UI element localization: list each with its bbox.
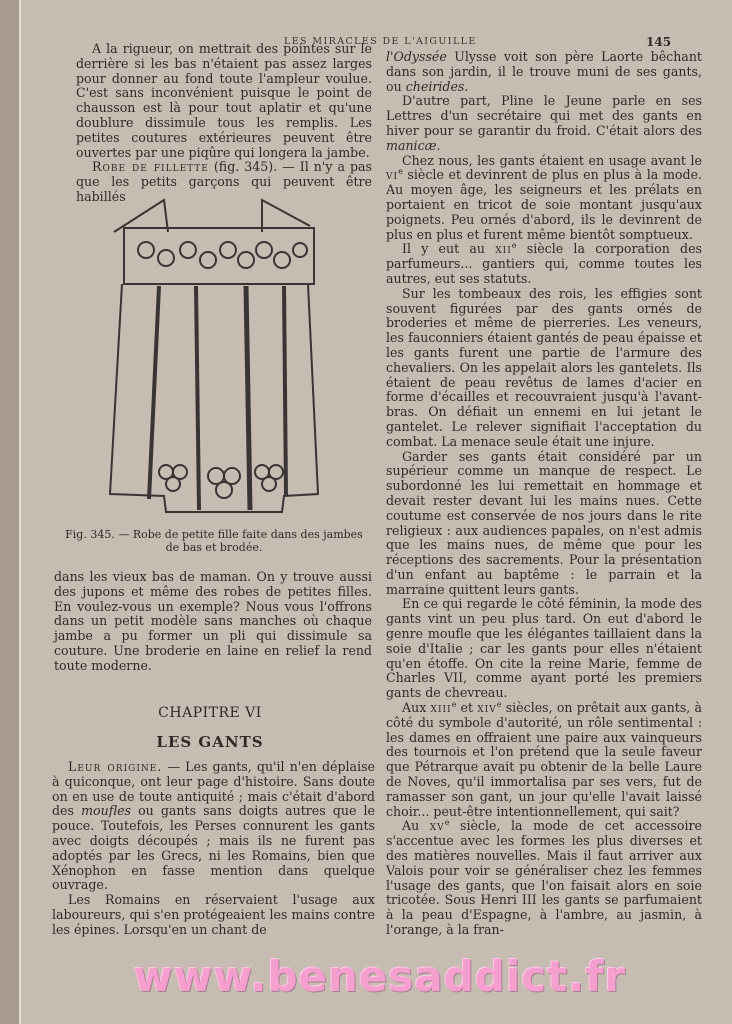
cheirides-term: cheirides. [405, 78, 469, 94]
paragraph-pline [386, 94, 702, 153]
century: xiv [477, 700, 497, 716]
odyssee-text: Ulysse voit son père Laorte bêchant dans son jardin, il le trouve muni de ses gants, ou [386, 49, 702, 94]
paragraph-xv: Au $xv^e$ siècle, la mode de cet accessoire s'accentue avec les formes les plus diverses et des matières nouvelles. Mais il faut arriver aux Valois pour voir se généraliser chez les femmes l'usage des gants, que l'on faisait alors en soie tricotée. Sous Henri III les gants se parfumaient à la peau d'Espagne, à l'ambre, au jasmin, à l'orange, à la fran- [386, 818, 702, 938]
page-gutter [0, 0, 20, 1024]
page-number: 145 [646, 35, 672, 49]
text: siècle, la mode de cet accessoire s'accentue avec les formes les plus diverses et des matières nouvelles. Mais il faut arriver aux Valois pour voir se généraliser chez les femmes l'usage des gants, que l'on faisait alors en soie tricotée. Sous Henri III les gants se parfumaient à la peau d'Espagne, à l'ambre, au jasmin, à l'orange, à la fran- [386, 818, 702, 938]
text: siècles, on prêtait aux gants, à côté du symbole d'autorité, un rôle sentimental : les dames en offraient une paire aux vainqueurs des tournois et l'on prétend que la seule faveur que Pétrarque avait pu obtenir de la belle Laure de Noves, qu'il immortalisa par ses vers, fut de ramasser son gant, un jour qu'elle l'avait laissé choir... peut-être intentionnellement, qui sait? [386, 700, 702, 819]
odyssee-title: l'Odyssée [386, 49, 447, 64]
text: siècle la corporation des parfumeurs... gantiers qui, comme toutes les autres, eut ses statuts. [386, 241, 702, 286]
text: Il y eut au [402, 241, 496, 257]
pleat-4 [284, 286, 286, 496]
paragraph-romains: Les Romains en réservaient l'usage aux laboureurs, qui s'en protégeaient les mains contre les épines. Lorsqu'en un chant de [52, 892, 375, 937]
moufles-term: moufles [81, 803, 132, 819]
paragraph-odyssee [386, 50, 702, 94]
text: Au [402, 818, 430, 834]
paragraph-origin [52, 760, 375, 893]
century: xiii [430, 700, 452, 716]
paragraph-corporation: Il y eut au xii$^e$ siècle la corporation des parfumeurs... gantiers qui, comme toutes les autres, eut ses statuts. [386, 241, 702, 286]
origin-heading: Leur origine. [68, 759, 163, 774]
text: et [456, 700, 478, 716]
paragraph-feminin: En ce qui regarde le côté féminin, la mode des gants vint un peu plus tard. On eut d'abord le genre moufle que les élégantes taillaient dans la soie d'Italie ; car les gants pour elles n'étaient qu'en étoffe. On cite la reine Marie, femme de Charles VII, comme ayant porté les premiers gants de chevreau. [386, 596, 702, 701]
pleat-3 [246, 286, 250, 510]
origin-text-cont: ou gants sans doigts autres que le pouce. Toutefois, les Perses connurent les gants avec doigts découpés ; mais ils ne furent pas adoptés par les Grecs, ni les Romains, bien que Xénophon en fasse mention dans quelque ouvrage. [52, 803, 375, 893]
left-column-bottom [52, 760, 375, 938]
skirt-embroidery [159, 465, 283, 498]
left-column-middle [54, 570, 372, 674]
text: siècle et devinrent de plus en plus à la mode. Au moyen âge, les seigneurs et les prélats en portaient en tricot de soie montant jusqu'aux poignets. Peu ornés d'abord, ils le devinrent de plus en plus et furent même bientôt somptueux. [386, 167, 702, 242]
pleat-1 [149, 286, 159, 499]
manicae-term: manicæ. [386, 137, 441, 153]
paragraph: A la rigueur, on mettrait des pointes sur le derrière si les bas n'étaient pas assez larges pour donner au fond toute l'ampleur voulue. C'est sans inconvénient puisque le point de chausson est là pour tout aplatir et qu'une doublure dissimule tous les remplis. Les petites coutures extérieures peuvent être ouvertes par une piqûre qui longera la jambe. [76, 41, 372, 160]
paragraph: dans les vieux bas de maman. On y trouve aussi des jupons et même des robes de petites filles. En voulez-vous un exemple? Nous vous l'offrons dans un petit modèle sans manches où chaque jambe a pu former un pli qui dissimule sa couture. Une broderie en laine en relief la rend toute moderne. [54, 569, 372, 673]
figure-caption-text: — Robe de petite fille faite dans des jambes de bas et brodée. [114, 528, 363, 554]
bodice-embroidery [138, 242, 307, 268]
text: Chez nous, les gants étaient en usage avant le [402, 152, 702, 168]
paragraph-tombeaux: Sur les tombeaux des rois, les effigies sont souvent figurées par des gants ornés de broderies et même de pierreries. Les veneurs, les fauconniers étaient gantés de peau épaisse et les gants furent une partie de l'armure des chevaliers. On les appelait alors les gantelets. Ils étaient de peau revêtus de lames d'acier en forme d'écailles et recouvraient jusqu'à l'avant-bras. On défiait un ennemi en lui jetant le gantelet. Le relever signifiait l'acceptation du combat. La menace seule était une injure. [386, 285, 702, 449]
chapter-number: CHAPITRE VI [158, 705, 262, 721]
pleat-2 [196, 286, 199, 510]
right-column [386, 50, 702, 938]
left-column-top [76, 42, 372, 205]
paragraph-siecles: Aux xiii$^e$ et xiv$^e$ siècles, on prêtait aux gants, à côté du symbole d'autorité, un rôle sentimental : les dames en offraient une paire aux vainqueurs des tournois et l'on prétend que la seule faveur que Pétrarque avait pu obtenir de la belle Laure de Noves, qu'il immortalisa par ses vers, fut de ramasser son gant, un jour qu'elle l'avait laissé choir... peut-être intentionnellement, qui sait? [386, 699, 702, 819]
text: Aux [402, 700, 431, 716]
pline-text: D'autre part, Pline le Jeune parle en ses Lettres d'un secrétaire qui met des gants en hiver pour se garantir du froid. C'était alors des [386, 93, 702, 138]
robe-text: (fig. 345). — Il n'y a pas que les petits garçons qui peuvent être habillés [76, 159, 372, 204]
watermark: www.benesaddict.fr [133, 952, 627, 1001]
running-head: LES MIRACLES DE L'AIGUILLE [284, 36, 477, 47]
paragraph-chez-nous: Chez nous, les gants étaient en usage avant le $vi^e$ siècle et devinrent de plus en plus à la mode. Au moyen âge, les seigneurs et les prélats en portaient en tricot de soie montant jusqu'aux poignets. Peu ornés d'abord, ils le devinrent de plus en plus et furent même bientôt somptueux. [386, 152, 702, 242]
century: vi [386, 167, 399, 183]
chapter-title: LES GANTS [156, 733, 264, 751]
figure-caption [60, 528, 368, 554]
figure-caption-label: Fig. 345. [65, 528, 115, 541]
century: xii [495, 241, 512, 257]
dress-illustration [104, 194, 326, 522]
origin-text: — Les gants, qu'il n'en déplaise à quiconque, ont leur page d'histoire. Sans doute on en use de toute antiquité ; mais c'était d'abord des [52, 759, 376, 819]
robe-heading: Robe de fillette [92, 159, 209, 175]
paragraph-garder: Garder ses gants était considéré par un supérieur comme un manque de respect. Le subordonné les lui remettait en hommage et devait rester devant lui les mains nues. Cette coutume est conservée de nos jours dans le rite religieux : aux audiences papales, on n'est admis que les mains nues, de même que pour les réceptions des sacrements. Pour la présentation d'un enfant au baptême : le parrain et la marraine quittent leurs gants. [386, 448, 702, 597]
century: xv [429, 818, 445, 834]
